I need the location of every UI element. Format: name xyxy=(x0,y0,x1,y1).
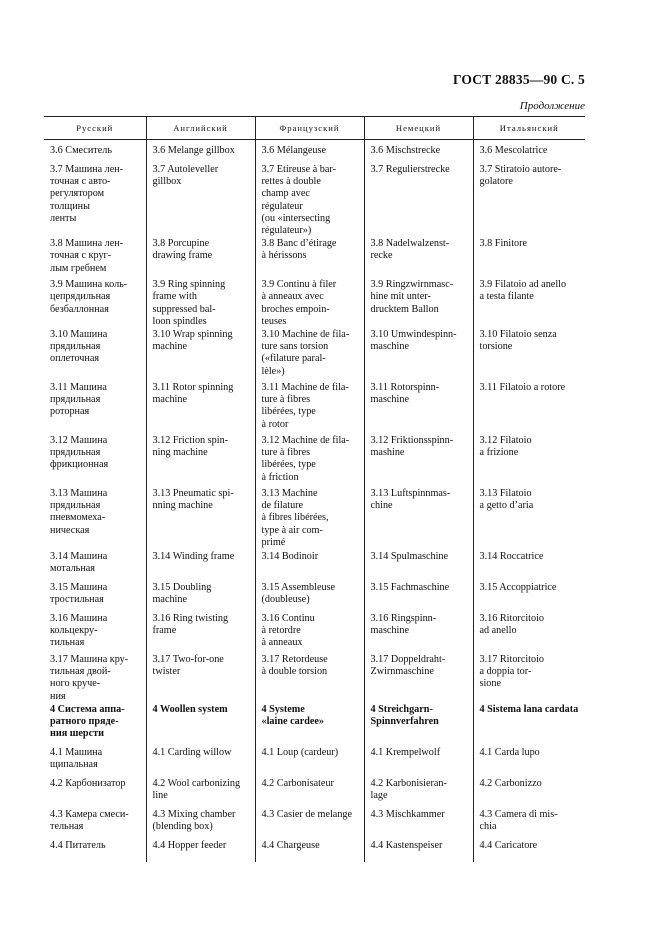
cell-russian: 3.11 Машина прядильная роторная xyxy=(50,382,107,418)
cell-german: 4 Streichgarn- Spinnverfahren xyxy=(364,703,473,746)
cell-german: 4.4 Kastenspeiser xyxy=(364,839,473,862)
cell-english: 3.13 Pneumatic spi- nning machine xyxy=(146,487,255,550)
cell-german: 3.12 Friktionsspinn- mashine xyxy=(364,434,473,487)
cell-russian: 4.2 Карбонизатор xyxy=(50,777,126,789)
cell-french: 3.16 Continu à retordre à anneaux xyxy=(255,612,364,653)
table-row xyxy=(44,581,585,612)
cell-italian: 3.9 Filatoio ad anello a testa filante xyxy=(473,278,585,328)
cell-german: 3.7 Regulierstrecke xyxy=(364,163,473,237)
cell-italian: 4.2 Carbonizzo xyxy=(473,777,585,808)
cell-russian: 3.9 Машина коль- цепрядильная безбаллонная xyxy=(50,279,128,315)
cell-french: 3.6 Mélangeuse xyxy=(255,140,364,164)
table-row xyxy=(44,328,585,381)
cell-italian: 3.15 Accoppiatrice xyxy=(473,581,585,612)
cell-english: 3.7 Autoleveller gillbox xyxy=(146,163,255,237)
cell-italian: 3.14 Roccatrice xyxy=(473,550,585,581)
cell-english: 3.11 Rotor spinning machine xyxy=(146,381,255,434)
cell-french: 3.10 Machine de fila- ture sans torsion («filature paral- lèle») xyxy=(255,328,364,381)
cell-french: 4.4 Chargeuse xyxy=(255,839,364,862)
cell-russian: 4.4 Питатель xyxy=(50,839,106,851)
cell-german: 3.10 Umwindespinn- maschine xyxy=(364,328,473,381)
table-row xyxy=(44,140,585,164)
cell-russian: 3.6 Смеситель xyxy=(50,145,112,156)
cell-italian: 3.13 Filatoio a getto d’aria xyxy=(473,487,585,550)
cell-french: 3.12 Machine de fila- ture à fibres libérées, type à friction xyxy=(255,434,364,487)
table-row xyxy=(44,434,585,487)
cell-german: 3.8 Nadelwalzenst- recke xyxy=(364,237,473,278)
cell-french: 3.8 Banc d’étirage à hérissons xyxy=(255,237,364,278)
page-header: ГОСТ 28835—90 С. 5 xyxy=(452,72,585,87)
cell-russian: 3.10 Машина прядильная оплеточная xyxy=(50,329,108,365)
table-row xyxy=(44,487,585,550)
cell-german: 3.17 Doppeldraht- Zwirnmaschine xyxy=(364,653,473,703)
section-row xyxy=(44,703,585,746)
cell-german: 3.11 Rotorspinn- maschine xyxy=(364,381,473,434)
table-row xyxy=(44,278,585,328)
table-row xyxy=(44,839,585,862)
cell-english: 4.2 Wool carbonizing line xyxy=(146,777,255,808)
cell-english: 3.8 Porcupine drawing frame xyxy=(146,237,255,278)
cell-english: 3.15 Doubling machine xyxy=(146,581,255,612)
terms-table xyxy=(44,116,585,862)
continued-label: Продолжение xyxy=(519,100,585,112)
table-row xyxy=(44,746,585,777)
table-header-row xyxy=(44,117,585,140)
column-header-russian: Русский xyxy=(44,117,146,140)
cell-german: 3.9 Ringzwirnmasc- hine mit unter- drucktem Ballon xyxy=(364,278,473,328)
cell-french: 3.15 Assembleuse (doubleuse) xyxy=(255,581,364,612)
cell-english: 3.12 Friction spin- ning machine xyxy=(146,434,255,487)
table-row xyxy=(44,612,585,653)
cell-english: 4.1 Carding willow xyxy=(146,746,255,777)
cell-italian: 4.3 Camera di mis- chia xyxy=(473,808,585,839)
cell-russian: 3.17 Машина кру- тильная двой- ного круче- ния xyxy=(50,654,129,702)
table-row xyxy=(44,237,585,278)
cell-italian: 3.11 Filatoio a rotore xyxy=(473,381,585,434)
cell-italian: 4 Sistema lana cardata xyxy=(473,703,585,746)
cell-german: 4.2 Karbonisieran- lage xyxy=(364,777,473,808)
cell-french: 4.3 Casier de melange xyxy=(255,808,364,839)
cell-english: 3.6 Melange gillbox xyxy=(146,140,255,164)
table-row xyxy=(44,808,585,839)
cell-russian: 3.14 Машина мотальная xyxy=(50,551,108,575)
cell-english: 4 Woollen system xyxy=(146,703,255,746)
cell-russian: 3.8 Машина лен- точная с круг- лым гребнем xyxy=(50,238,124,274)
cell-russian: 3.12 Машина прядильная фрикционная xyxy=(50,435,109,471)
cell-italian: 4.4 Caricatore xyxy=(473,839,585,862)
cell-italian: 3.10 Filatoio senza torsione xyxy=(473,328,585,381)
cell-italian: 3.17 Ritorcitoio a doppia tor- sione xyxy=(473,653,585,703)
column-header-italian: Итальянский xyxy=(473,117,585,140)
cell-french: 3.13 Machine de filature à fibres libérées, type à air com- primé xyxy=(255,487,364,550)
cell-french: 3.17 Retordeuse à double torsion xyxy=(255,653,364,703)
cell-english: 3.10 Wrap spinning machine xyxy=(146,328,255,381)
cell-french: 3.11 Machine de fila- ture à fibres libérées, type à rotor xyxy=(255,381,364,434)
cell-german: 4.1 Krempelwolf xyxy=(364,746,473,777)
table-row xyxy=(44,653,585,703)
column-header-english: Английский xyxy=(146,117,255,140)
cell-russian: 3.13 Машина прядильная пневмомеха- ническая xyxy=(50,488,108,536)
table-row xyxy=(44,777,585,808)
table-row xyxy=(44,550,585,581)
cell-french: 4 Systeme «laine cardee» xyxy=(255,703,364,746)
cell-russian: 4 Система аппа- ратного пряде- ния шерсти xyxy=(50,703,125,740)
cell-german: 3.15 Fachmaschine xyxy=(364,581,473,612)
cell-italian: 3.8 Finitore xyxy=(473,237,585,278)
cell-russian: 3.15 Машина тростильная xyxy=(50,582,108,606)
cell-italian: 3.12 Filatoio a frizione xyxy=(473,434,585,487)
cell-italian: 3.16 Ritorcitoio ad anello xyxy=(473,612,585,653)
cell-french: 3.14 Bodinoir xyxy=(255,550,364,581)
cell-russian: 3.7 Машина лен- точная с авто- регулятором толщины ленты xyxy=(50,164,124,224)
column-header-german: Немецкий xyxy=(364,117,473,140)
cell-german: 3.14 Spulmaschine xyxy=(364,550,473,581)
cell-russian: 3.16 Машина кольцекру- тильная xyxy=(50,613,108,649)
cell-french: 3.9 Continu à filer à anneaux avec broches empoin- teuses xyxy=(255,278,364,328)
cell-english: 3.9 Ring spinning frame with suppressed bal- loon spindles xyxy=(146,278,255,328)
cell-german: 4.3 Mischkammer xyxy=(364,808,473,839)
cell-english: 3.17 Two-for-one twister xyxy=(146,653,255,703)
cell-english: 3.16 Ring twisting frame xyxy=(146,612,255,653)
cell-italian: 3.7 Stiratoio autore- golatore xyxy=(473,163,585,237)
cell-french: 3.7 Etireuse à bar- rettes à double champ avec régulateur (ou «intersecting régulateur») xyxy=(255,163,364,237)
table-row xyxy=(44,163,585,237)
cell-english: 4.4 Hopper feeder xyxy=(146,839,255,862)
cell-russian: 4.3 Камера смеси- тельная xyxy=(50,808,129,833)
cell-german: 3.13 Luftspinnmas- chine xyxy=(364,487,473,550)
cell-french: 4.2 Carbonisateur xyxy=(255,777,364,808)
cell-german: 3.6 Mischstrecke xyxy=(364,140,473,164)
cell-german: 3.16 Ringspinn- maschine xyxy=(364,612,473,653)
cell-english: 4.3 Mixing chamber (blending box) xyxy=(146,808,255,839)
table-row xyxy=(44,381,585,434)
cell-russian: 4.1 Машина щипальная xyxy=(50,746,103,771)
cell-italian: 4.1 Carda lupo xyxy=(473,746,585,777)
cell-french: 4.1 Loup (cardeur) xyxy=(255,746,364,777)
column-header-french: Французский xyxy=(255,117,364,140)
cell-english: 3.14 Winding frame xyxy=(146,550,255,581)
cell-italian: 3.6 Mescolatrice xyxy=(473,140,585,164)
